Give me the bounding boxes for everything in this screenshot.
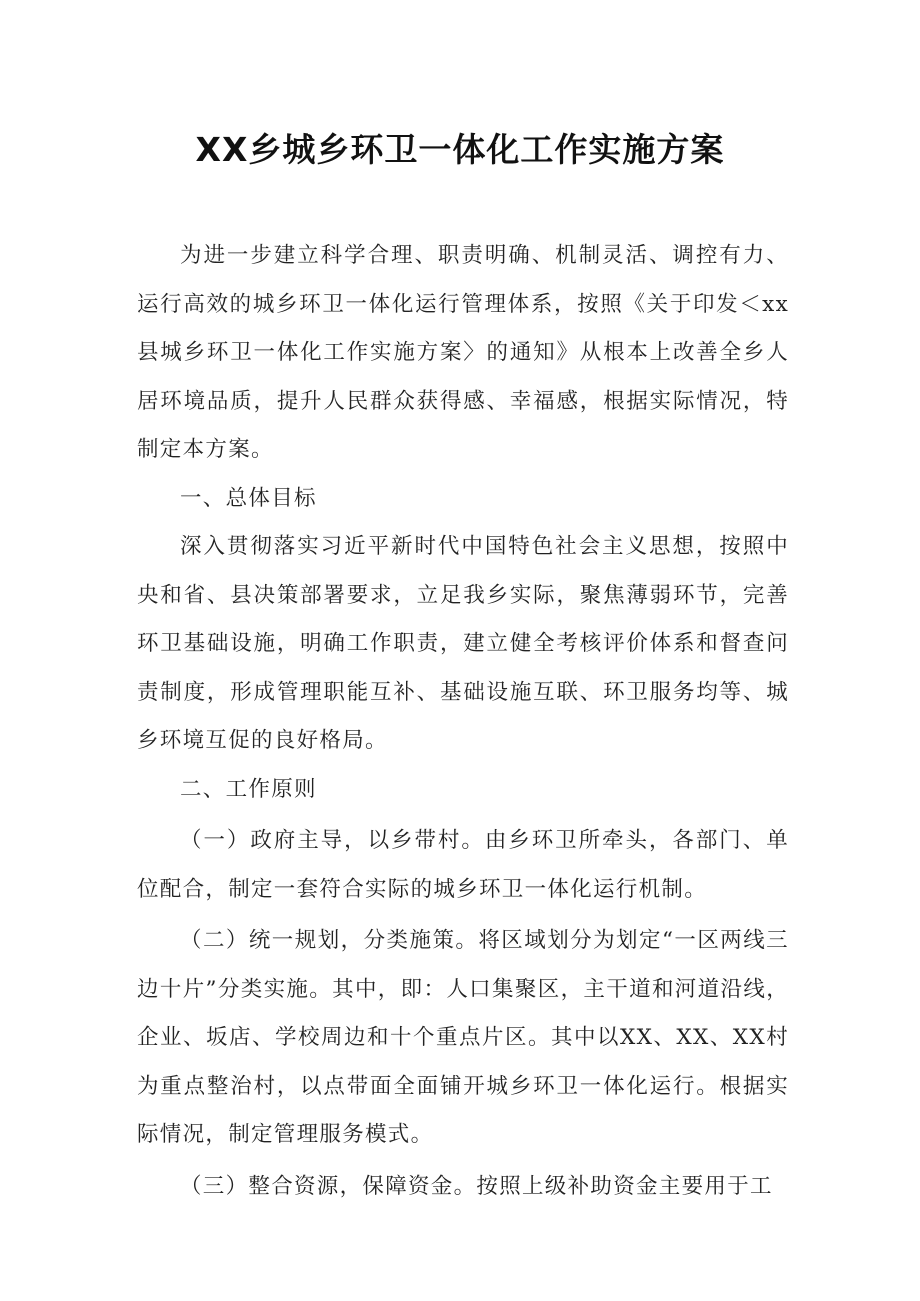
section-heading-work-principles: 二、工作原则 — [180, 776, 317, 802]
principle-3-paragraph: （三）整合资源，保障资金。按照上级补助资金主要用于工 — [180, 1173, 773, 1199]
principle-1-paragraph: （一）政府主导，以乡带村。由乡环卫所牵头，各部门、单位配合，制定一套符合实际的城乡环卫一体化运行机制。 — [137, 828, 789, 902]
overall-goal-paragraph: 深入贯彻落实习近平新时代中国特色社会主义思想，按照中央和省、县决策部署要求，立足我乡实际，聚焦薄弱环节，完善环卫基础设施，明确工作职责，建立健全考核评价体系和督查问责制度，形成管理职能互补、基础设施互联、环卫服务均等、城乡环境互促的良好格局。 — [137, 534, 789, 753]
intro-paragraph: 为进一步建立科学合理、职责明确、机制灵活、调控有力、运行高效的城乡环卫一体化运行管理体系，按照《关于印发＜xx县城乡环卫一体化工作实施方案〉的通知》从根本上改善全乡人居环境品质，提升人民群众获得感、幸福感，根据实际情况，特制定本方案。 — [137, 243, 789, 462]
principle-2-paragraph: （二）统一规划，分类施策。将区域划分为划定“一区两线三边十片”分类实施。其中，即：人口集聚区，主干道和河道沿线，企业、坂店、学校周边和十个重点片区。其中以XX、XX、XX村为重点整治村，以点带面全面铺开城乡环卫一体化运行。根据实际情况，制定管理服务模式。 — [137, 928, 789, 1147]
document-title: XX乡城乡环卫一体化工作实施方案 — [195, 130, 725, 169]
section-heading-overall-goal: 一、总体目标 — [180, 485, 317, 511]
document-body — [137, 232, 789, 1211]
